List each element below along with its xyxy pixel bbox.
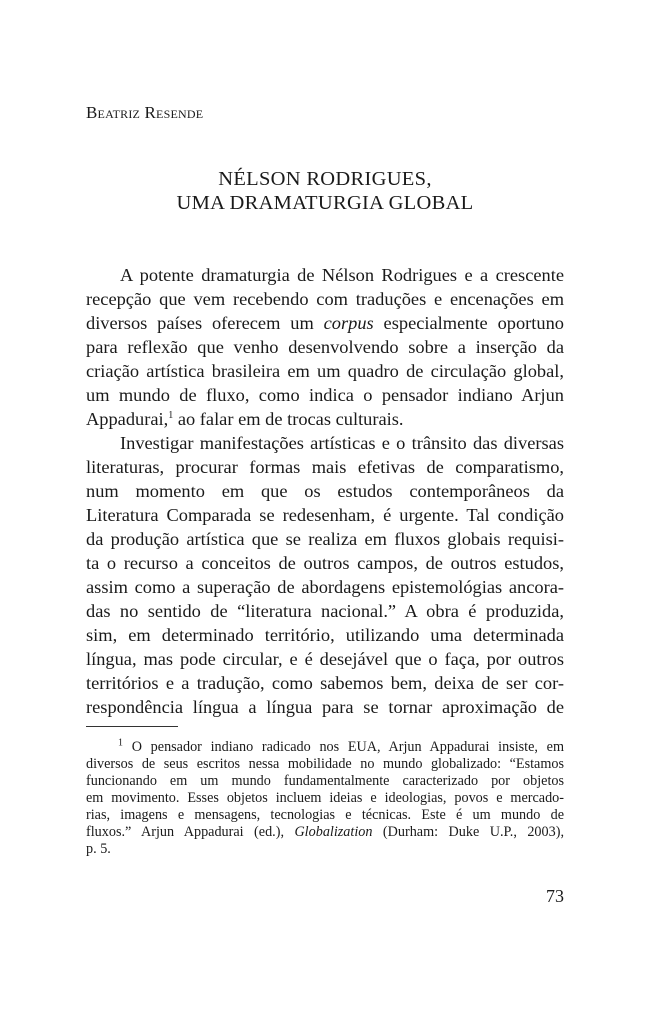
body-text: Appadurai, [86,409,169,429]
book-title: Globalization [294,824,373,840]
footnote-line: p. 5. [86,841,111,857]
footnote-marker: 1 [118,737,123,749]
footnote-line [118,739,564,756]
page-number: 73 [546,886,564,906]
body-line: respondência língua a língua para se tornar aproximação de [86,697,564,717]
chapter-title-line-2: UMA DRAMATURGIA GLOBAL [176,192,474,214]
footnote-divider [86,726,178,727]
body-line: recepção que vem recebendo com traduções e encenações em [86,289,564,309]
running-header-author: Beatriz Resende [86,103,204,122]
body-line: Literatura Comparada se redesenham, é urgente. Tal condição [86,505,564,525]
body-line: num momento em que os estudos contemporâneos da [86,481,564,501]
body-line: Investigar manifestações artísticas e o trânsito das diversas [120,433,564,453]
body-line: da produção artística que se realiza em fluxos globais requisi- [86,529,564,549]
italic-term: corpus [323,313,374,333]
body-line [86,311,564,335]
footnote-line: diversos de seus escritos nessa mobilidade no mundo globalizado: “Estamos [86,756,564,772]
body-text: especialmente oportuno [373,313,564,333]
body-line: para reflexão que venho desenvolvendo sobre a inserção da [86,337,564,357]
body-line: sim, em determinado território, utilizando uma determinada [86,625,564,645]
body-line: um mundo de fluxo, como indica o pensador indiano Arjun [86,385,564,405]
footnote-line: funcionando em um mundo fundamentalmente caracterizado por objetos [86,773,564,789]
footnote-reference: 1 [168,409,174,421]
footnote-line: rias, imagens e mensagens, tecnologias e técnicas. Este é um mundo de [86,807,564,823]
footnote-text: (Durham: Duke U.P., 2003), [372,824,564,840]
body-line: literaturas, procurar formas mais efetivas de comparatismo, [86,457,564,477]
footnote-line [86,824,564,841]
footnote-line: em movimento. Esses objetos incluem ideias e ideologias, povos e mercado- [86,790,564,806]
body-line [86,407,564,431]
footnote-text: fluxos.” Arjun Appadurai (ed.), [86,824,295,840]
body-line: assim como a superação de abordagens epistemológias ancora- [86,577,564,597]
chapter-title-line-1: NÉLSON RODRIGUES, [218,168,432,190]
body-line: criação artística brasileira em um quadro de circulação global, [86,361,564,381]
body-text: ao falar em de trocas culturais. [173,409,404,429]
footnote-text: O pensador indiano radicado nos EUA, Arjun Appadurai insiste, em [123,739,564,755]
body-text: diversos países oferecem um [86,313,324,333]
body-line: língua, mas pode circular, e é desejável que o faça, por outros [86,649,564,669]
body-line: ta o recurso a conceitos de outros campos, de outros estudos, [86,553,564,573]
body-line: A potente dramaturgia de Nélson Rodrigues e a crescente [120,265,564,285]
body-line: das no sentido de “literatura nacional.” A obra é produzida, [86,601,564,621]
body-line: territórios e a tradução, como sabemos bem, deixa de ser cor- [86,673,564,693]
